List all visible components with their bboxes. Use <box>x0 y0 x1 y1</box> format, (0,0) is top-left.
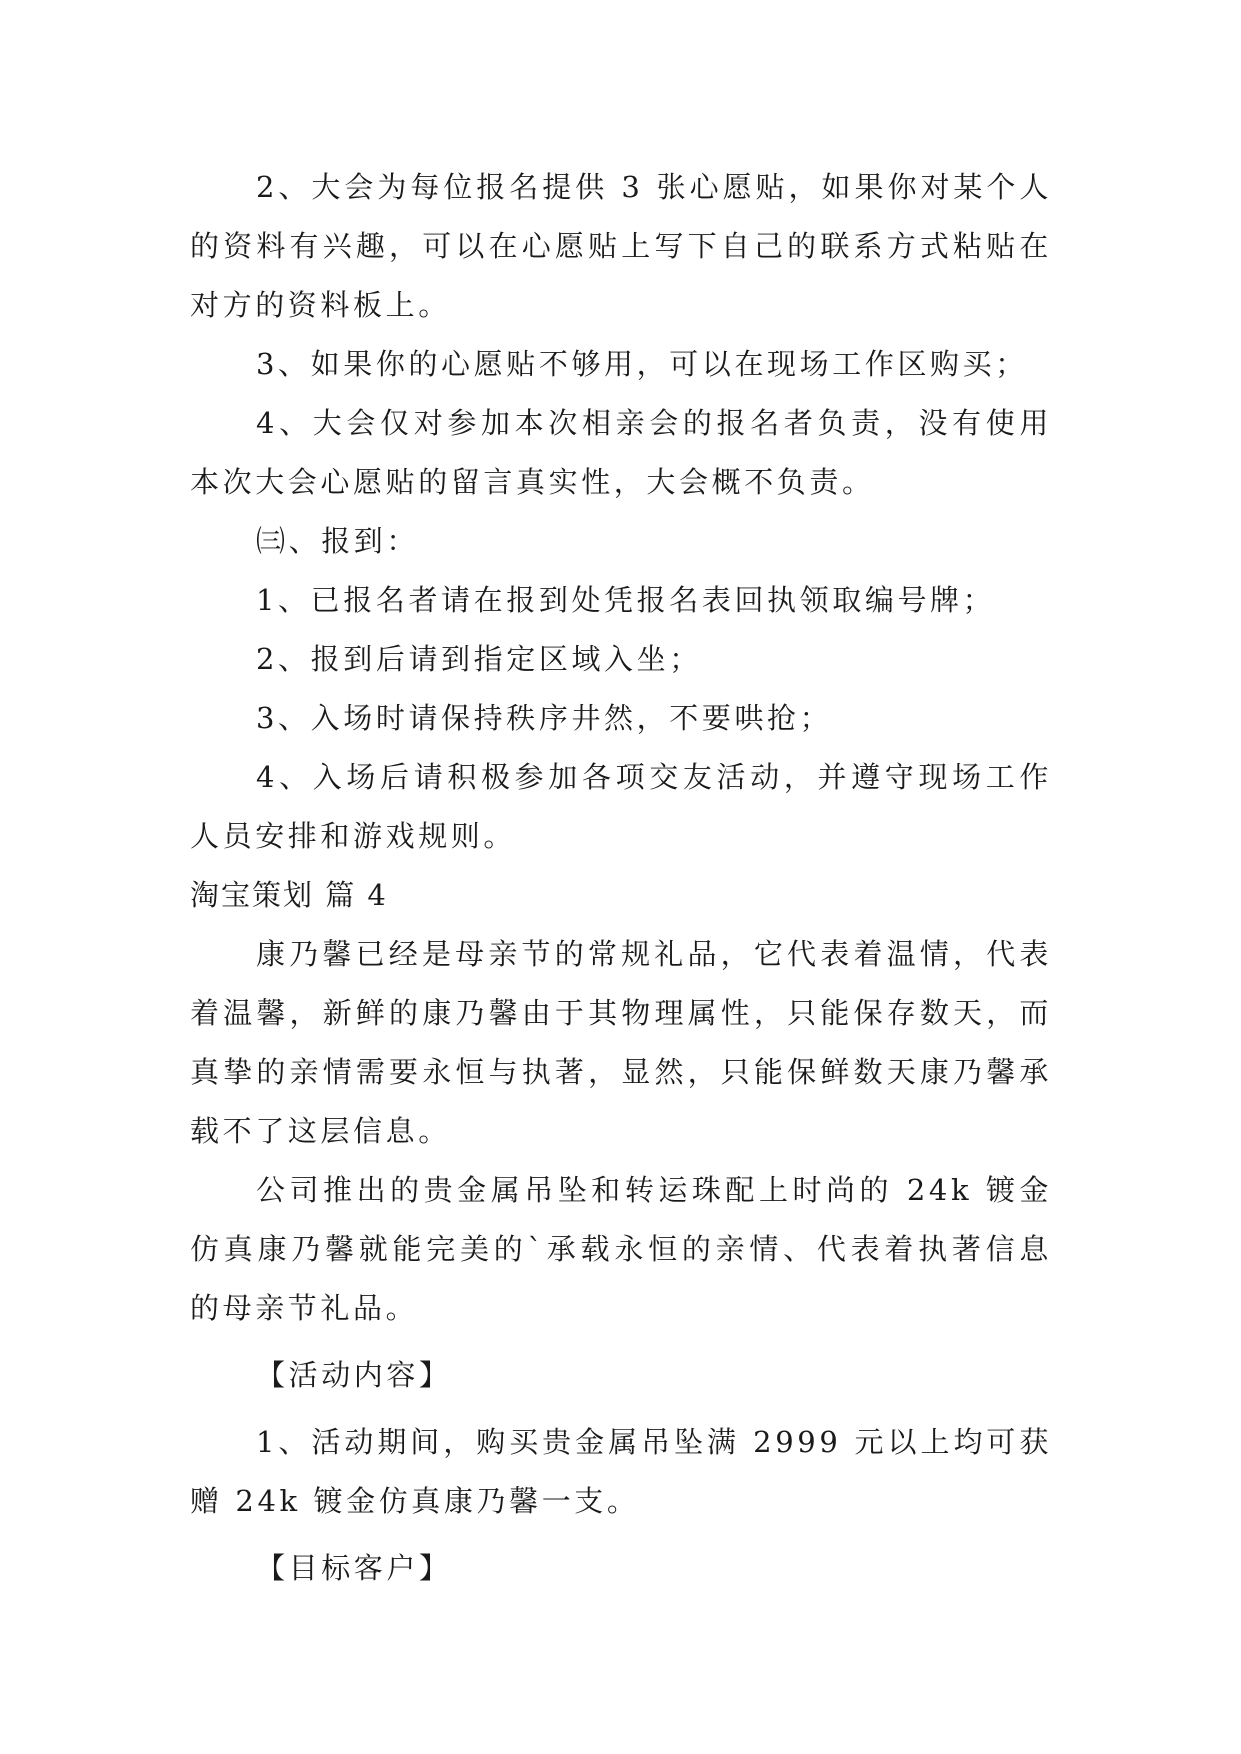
paragraph: 公司推出的贵金属吊坠和转运珠配上时尚的 24k 镀金仿真康乃馨就能完美的`承载永恒的亲情、代表着执著信息的母亲节礼品。 <box>190 1173 1052 1325</box>
paragraph: 1、活动期间，购买贵金属吊坠满 2999 元以上均可获赠 24k 镀金仿真康乃馨一支。 <box>190 1425 1052 1518</box>
paragraph: 4、大会仅对参加本次相亲会的报名者负责，没有使用本次大会心愿贴的留言真实性，大会概不负责。 <box>190 406 1052 499</box>
section-heading: 淘宝策划 篇 4 <box>190 878 388 912</box>
paragraph: 2、报到后请到指定区域入坐； <box>256 642 702 676</box>
paragraph: 康乃馨已经是母亲节的常规礼品，它代表着温情，代表着温馨，新鲜的康乃馨由于其物理属性，只能保存数天，而真挚的亲情需要永恒与执著，显然，只能保鲜数天康乃馨承载不了这层信息。 <box>190 937 1052 1148</box>
subsection-heading: 【目标客户】 <box>256 1551 452 1585</box>
paragraph: 2、大会为每位报名提供 3 张心愿贴，如果你对某个人的资料有兴趣，可以在心愿贴上写下自己的联系方式粘贴在对方的资料板上。 <box>190 170 1052 322</box>
document-page <box>190 158 1052 1606</box>
paragraph: 4、入场后请积极参加各项交友活动，并遵守现场工作人员安排和游戏规则。 <box>190 760 1052 853</box>
paragraph: 1、已报名者请在报到处凭报名表回执领取编号牌； <box>256 583 996 617</box>
paragraph: 3、如果你的心愿贴不够用，可以在现场工作区购买； <box>256 347 1028 381</box>
paragraph: ㈢、报到： <box>256 524 420 558</box>
subsection-heading: 【活动内容】 <box>256 1358 452 1392</box>
paragraph: 3、入场时请保持秩序井然，不要哄抢； <box>256 701 833 735</box>
